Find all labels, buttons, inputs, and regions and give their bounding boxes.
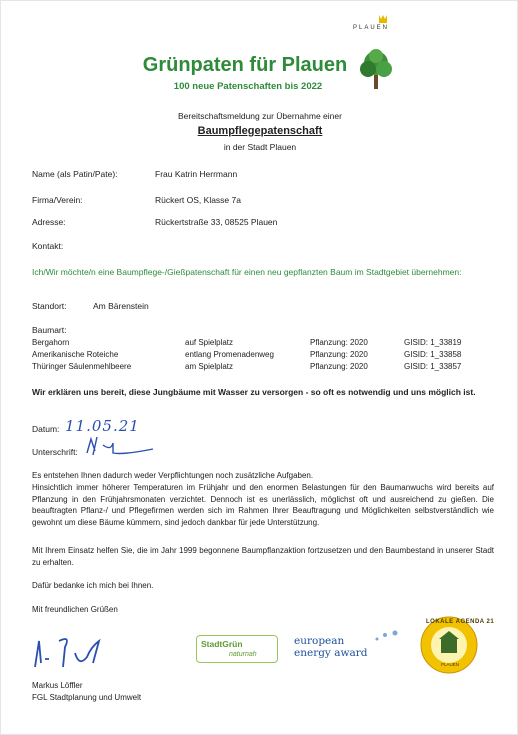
tree-species: Amerikanische Roteiche	[32, 350, 119, 359]
plauen-logo-text: PLAUEN	[353, 25, 390, 31]
handwritten-date: 11.05.21	[65, 417, 140, 435]
tree-species: Thüringer Säulenmehlbeere	[32, 362, 132, 371]
tree-location: entlang Promenadenweg	[185, 350, 274, 359]
energy-award-line1: european	[294, 635, 345, 647]
body-paragraph-2: Hinsichtlich immer höherer Temperaturen im Frühjahr und den enormen Belastungen für den Baumanwuchs wird bereits auf Pflanzung in den Frühjahrsmonaten verzichtet. Dennoch ist es unerlässlich, möglichst oft und ausreichend zu gießen. Die beauftragten Pflanz-/ und Pflegefirmen werden sich im Rahmen Ihrer Beauftragung und Möglichkeiten selbstverständlich wie gewohnt um diese Bäume kümmern, sind jedoch dankbar für jede Unterstützung.	[32, 483, 494, 527]
unterschrift-label: Unterschrift:	[32, 447, 78, 457]
tree-gisid: GISID: 1_33819	[404, 338, 462, 347]
kontakt-label: Kontakt:	[32, 241, 64, 251]
sender-signature	[29, 633, 119, 673]
sender-department: FGL Stadtplanung und Umwelt	[32, 693, 142, 702]
standort-value: Am Bärenstein	[93, 301, 149, 311]
greeting-line: Mit freundlichen Grüßen	[32, 605, 118, 614]
datum-label: Datum:	[32, 424, 60, 434]
sender-name: Markus Löffler	[32, 681, 83, 690]
stadtgruen-subtext: naturnah	[229, 651, 257, 658]
commitment-statement: Wir erklären uns bereit, diese Jungbäume mit Wasser zu versorgen - so oft es notwendig und uns möglich ist.	[32, 387, 476, 397]
patenschaft-statement: Ich/Wir möchte/n eine Baumpflege-/Gießpatenschaft für einen neu gepflanzten Baum im Stadtgebiet übernehmen:	[32, 267, 462, 277]
tree-planting: Pflanzung: 2020	[310, 350, 368, 359]
baumart-label: Baumart:	[32, 325, 67, 335]
name-label: Name (als Patin/Pate):	[32, 169, 118, 179]
name-value: Frau Katrin Herrmann	[155, 169, 238, 179]
intro-city-line: in der Stadt Plauen	[223, 142, 297, 152]
agenda-seal-city: PLAUEN	[441, 662, 460, 667]
stadtgruen-text: StadtGrün	[201, 639, 243, 649]
body-paragraph-3: Mit Ihrem Einsatz helfen Sie, die im Jahr 1999 begonnene Baumpflanzaktion fortzusetzen und den Baumbestand in unserer Stadt zu erhalten.	[32, 546, 494, 567]
stadtgruen-logo	[196, 635, 278, 663]
firma-value: Rückert OS, Klasse 7a	[155, 195, 241, 205]
adresse-value: Rückertstraße 33, 08525 Plauen	[155, 217, 278, 227]
tree-gisid: GISID: 1_33857	[404, 362, 462, 371]
body-paragraph-1: Es entstehen Ihnen dadurch weder Verpflichtungen noch zusätzliche Aufgaben.	[32, 471, 314, 480]
energy-award-dots-icon	[373, 629, 403, 643]
energy-award-line2: energy award	[294, 647, 368, 659]
thanks-line: Dafür bedanke ich mich bei Ihnen.	[32, 581, 154, 590]
tree-planting: Pflanzung: 2020	[310, 338, 368, 347]
intro-line: Bereitschaftsmeldung zur Übernahme einer	[178, 111, 342, 121]
energy-award-logo	[294, 635, 367, 659]
standort-label: Standort:	[32, 301, 67, 311]
tree-location: am Spielplatz	[185, 362, 234, 371]
document-heading: Baumpflegepatenschaft	[197, 125, 323, 137]
tree-gisid: GISID: 1_33858	[404, 350, 462, 359]
tree-location: auf Spielplatz	[185, 338, 234, 347]
tree-planting: Pflanzung: 2020	[310, 362, 368, 371]
tree-species: Bergahorn	[32, 338, 70, 347]
firma-label: Firma/Verein:	[32, 195, 83, 205]
agenda-seal-text: LOKALE AGENDA 21	[426, 619, 495, 625]
page-title: Grünpaten für Plauen	[142, 54, 348, 76]
page-subtitle: 100 neue Patenschaften bis 2022	[173, 81, 323, 92]
signature-drawing	[83, 433, 163, 459]
adresse-label: Adresse:	[32, 217, 66, 227]
